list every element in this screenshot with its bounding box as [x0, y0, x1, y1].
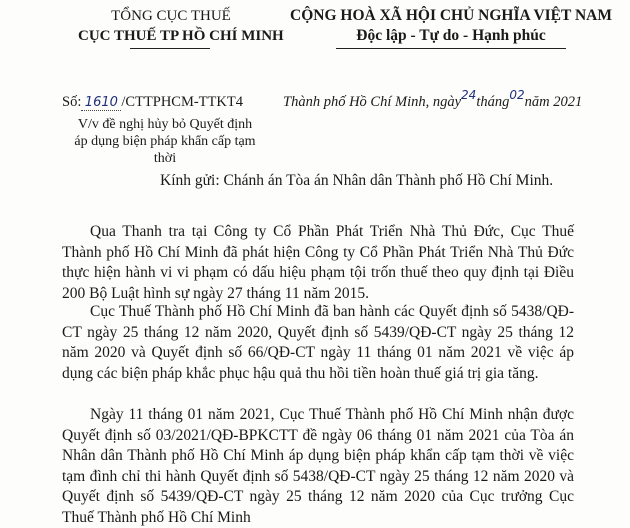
header-left-underline	[130, 48, 210, 49]
handwritten-day: 24	[461, 88, 477, 102]
month-label: tháng	[476, 94, 510, 110]
body-paragraph-1: Qua Thanh tra tại Công ty Cổ Phần Phát Triển Nhà Thủ Đức, Cục Thuế Thành phố Hồ Chí Minh đã phát hiện Công ty Cổ Phần Phát Triển Nhà Thủ Đức thực hiện hành vi vi phạm có dấu hiệu phạm tội trốn thuế theo quy định tại Điều 200 Bộ Luật hình sự ngày 27 tháng 11 năm 2015.	[62, 223, 574, 302]
document-subject: V/v đề nghị hủy bỏ Quyết định áp dụng biện pháp khẩn cấp tạm thời	[74, 117, 256, 166]
handwritten-doc-number: 1610	[81, 95, 121, 111]
place-and-date	[283, 88, 583, 111]
handwritten-month: 02	[509, 88, 525, 102]
parent-organization: TỔNG CỤC THUẾ	[111, 8, 231, 24]
issuing-authority	[78, 6, 284, 46]
place-text: Thành phố Hồ Chí Minh, ngày	[283, 94, 462, 110]
national-motto: Độc lập - Tự do - Hạnh phúc	[356, 27, 546, 44]
organization-name: CỤC THUẾ TP HỒ CHÍ MINH	[78, 28, 284, 44]
nation-name: CỘNG HOÀ XÃ HỘI CHỦ NGHĨA VIỆT NAM	[290, 7, 612, 24]
doc-number-suffix: /CTTPHCM-TTKT4	[121, 94, 243, 110]
body-paragraph-2: Cục Thuế Thành phố Hồ Chí Minh đã ban hành các Quyết định số 5438/QĐ-CT ngày 25 tháng 12 năm 2020, Quyết định số 5439/QĐ-CT ngày 25 tháng 12 năm 2020 và Quyết định số 66/QĐ-CT ngày 11 tháng 01 năm 2021 về việc áp dụng các biện pháp khắc phục hậu quả thu hồi tiền hoàn thuế giá trị gia tăng.	[62, 303, 574, 382]
body-paragraph-3: Ngày 11 tháng 01 năm 2021, Cục Thuế Thành phố Hồ Chí Minh nhận được Quyết định số 03/2021/QĐ-BPKCTT đề ngày 06 tháng 01 năm 2021 của Tòa án Nhân dân Thành phố Hồ Chí Minh áp dụng biện pháp khẩn cấp tạm thời về việc tạm đình chỉ thi hành Quyết định số 5438/QĐ-CT ngày 25 tháng 12 năm 2020 và Quyết định số 5439/QĐ-CT ngày 25 tháng 12 năm 2020 của Cục trưởng Cục Thuế Thành phố Hồ Chí Minh	[62, 406, 574, 526]
national-header	[278, 6, 624, 46]
doc-number-prefix: Số:	[62, 94, 82, 110]
recipient-line: Kính gửi: Chánh án Tòa án Nhân dân Thành phố Hồ Chí Minh.	[160, 172, 554, 189]
year-text: năm 2021	[524, 94, 583, 110]
header-right-underline	[336, 48, 566, 49]
document-number	[62, 94, 243, 111]
